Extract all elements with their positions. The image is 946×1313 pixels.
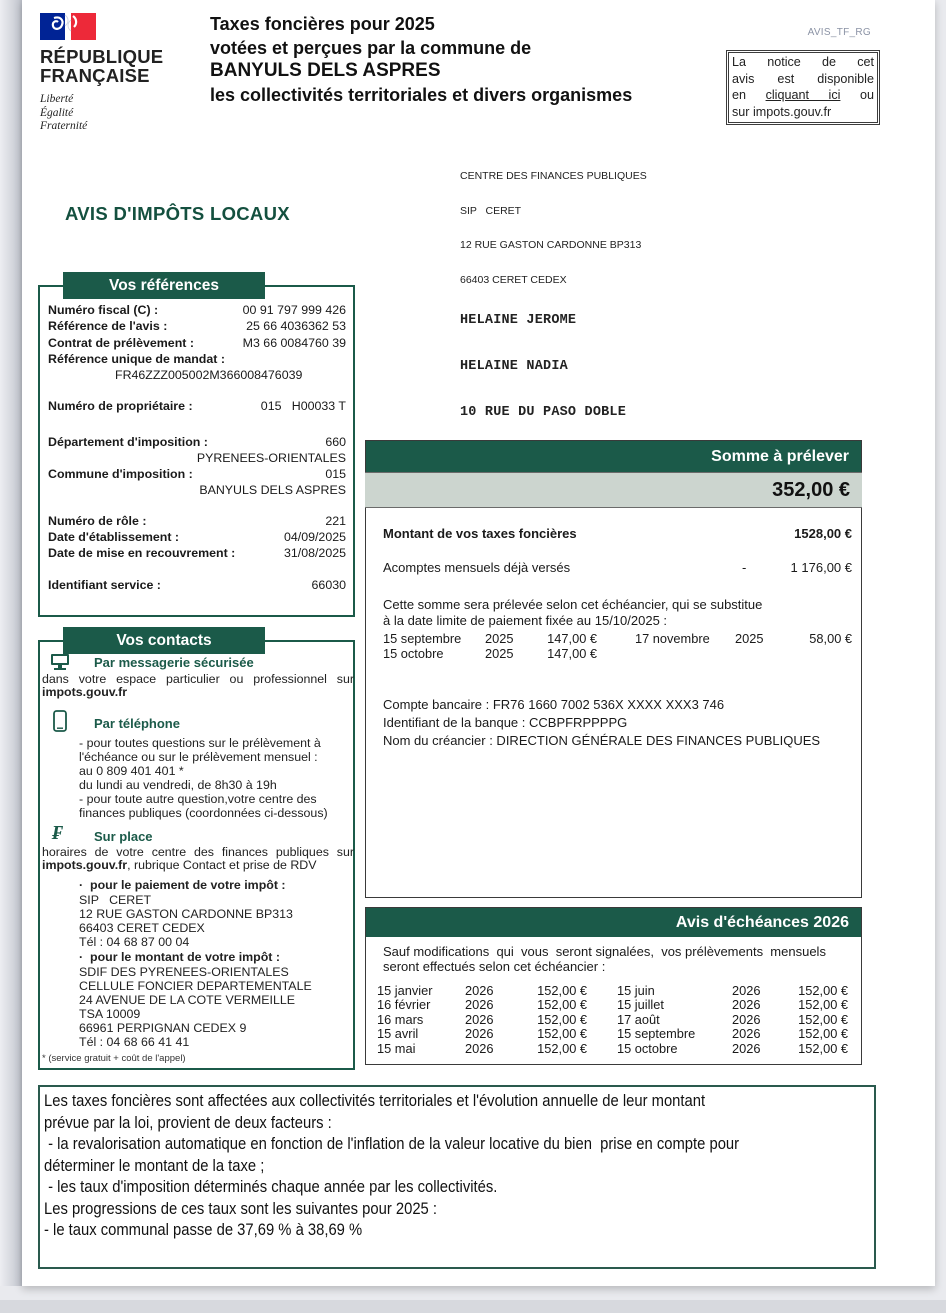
doc-title-commune: BANYULS DELS ASPRES <box>210 60 441 81</box>
ref-service <box>48 578 346 592</box>
somme-header: Somme à prélever <box>366 441 861 473</box>
echeance-date: 16 février <box>377 997 431 1012</box>
echeance-amount: 147,00 € <box>547 646 597 661</box>
echeance-date: 15 septembre <box>383 631 462 646</box>
ref-departement-name: PYRENEES-ORIENTALES <box>196 451 346 465</box>
paiement-line: 66403 CERET CEDEX <box>79 921 205 935</box>
echeancier-intro-line: Cette somme sera prélevée selon cet échéancier, qui se substitue <box>383 597 763 612</box>
echeances-2026-header: Avis d'échéances 2026 <box>366 908 861 937</box>
echeance-2026-row <box>617 1042 848 1057</box>
montant-impot-line: TSA 10009 <box>79 1007 141 1021</box>
echeance-year: 2025 <box>735 631 764 646</box>
echeance-2026-row <box>377 1027 587 1042</box>
ref-commune-name: BANYULS DELS ASPRES <box>199 483 346 497</box>
ref-etablissement <box>48 530 346 544</box>
telephone-line: - pour toute autre question,votre centre des <box>79 792 317 806</box>
doc-code: AVIS_TF_RG <box>807 27 871 38</box>
ref-mandat-value: FR46ZZZ005002M366008476039 <box>115 368 303 382</box>
echeance-date: 15 juin <box>617 983 655 998</box>
ref-proprietaire <box>48 399 346 413</box>
phone-icon <box>53 710 67 737</box>
notice-box <box>728 52 878 123</box>
ref-label: Contrat de prélèvement : <box>48 336 194 350</box>
page-title: AVIS D'IMPÔTS LOCAUX <box>65 203 290 224</box>
notice-line-4: sur impots.gouv.fr <box>732 104 832 119</box>
echeance-amount: 152,00 € <box>537 1026 587 1041</box>
echeance-2025-row <box>383 632 597 647</box>
ref-departement <box>48 435 346 449</box>
echeance-year: 2026 <box>732 1012 761 1027</box>
echeance-year: 2026 <box>465 997 494 1012</box>
echeance-date: 16 mars <box>377 1012 424 1027</box>
echeance-date: 15 avril <box>377 1026 419 1041</box>
document-page <box>22 0 935 1286</box>
echeance-amount: 152,00 € <box>798 1012 848 1027</box>
motto-egalite: Égalité <box>40 106 74 119</box>
footer-explanation-text <box>44 1090 879 1241</box>
doc-title-line-1: Taxes foncières pour 2025 <box>210 14 435 34</box>
ref-value: M3 66 0084760 39 <box>242 336 346 350</box>
telephone-line: finances publiques (coordonnées ci-dessous) <box>79 806 328 820</box>
echeances-2026-intro: seront effectués selon cet échéancier : <box>383 959 606 974</box>
addressee-line: HELAINE NADIA <box>460 359 568 375</box>
addressee-line: 10 RUE DU PASO DOBLE <box>460 404 627 420</box>
telephone-line: du lundi au vendredi, de 8h30 à 19h <box>79 778 277 792</box>
echeance-2026-row <box>617 1027 848 1042</box>
surplace-title: Sur place <box>94 829 153 844</box>
footer-line: - la revalorisation automatique en fonction de l'inflation de la valeur locative du bien prise en compte pour <box>44 1134 740 1153</box>
footer-line: Les taxes foncières sont affectées aux collectivités territoriales et l'évolution annuelle de leur montant <box>44 1091 706 1110</box>
paiement-line: 12 RUE GASTON CARDONNE BP313 <box>79 907 293 921</box>
office-address-line: 66403 CERET CEDEX <box>460 273 567 286</box>
logo-francaise: FRANÇAISE <box>40 65 150 86</box>
office-address-line: 12 RUE GASTON CARDONNE BP313 <box>460 239 642 251</box>
acomptes-label: Acomptes mensuels déjà versés <box>383 560 571 575</box>
echeance-year: 2025 <box>485 646 514 661</box>
echeance-amount: 152,00 € <box>798 983 848 998</box>
montant-impot-line: 66961 PERPIGNAN CEDEX 9 <box>79 1021 247 1035</box>
echeance-2026-row <box>377 998 587 1013</box>
echeance-year: 2026 <box>465 1041 494 1056</box>
ref-label: Référence de l'avis : <box>48 319 168 333</box>
echeance-date: 15 octobre <box>383 646 444 661</box>
notice-link[interactable]: cliquant ici <box>765 88 841 102</box>
telephone-line: - pour toutes questions sur le prélèvement à <box>79 736 321 750</box>
footer-line: - les taux d'imposition déterminés chaque année par les collectivités. <box>44 1177 498 1196</box>
motto-liberte: Liberté <box>40 93 74 105</box>
echeance-year: 2026 <box>732 983 761 998</box>
montant-taxes-label: Montant de vos taxes foncières <box>383 526 577 541</box>
echeance-year: 2026 <box>465 1026 494 1041</box>
montant-impot-line: SDIF DES PYRENEES-ORIENTALES <box>79 965 289 979</box>
echeance-year: 2026 <box>465 1012 494 1027</box>
ref-label: Date de mise en recouvrement : <box>48 546 236 560</box>
surplace-impots-link[interactable]: impots.gouv.fr <box>42 858 128 872</box>
echeance-year: 2025 <box>485 631 514 646</box>
telephone-line: au 0 809 401 401 * <box>79 764 184 778</box>
ref-value: 31/08/2025 <box>283 546 346 560</box>
somme-amount-band: 352,00 € <box>365 472 862 508</box>
paiement-line: Tél : 04 68 87 00 04 <box>79 935 190 949</box>
ref-value: 25 66 4036362 53 <box>246 319 346 333</box>
echeance-amount: 152,00 € <box>798 1041 848 1056</box>
montant-taxes-row <box>383 526 852 541</box>
acomptes-minus-sign: - <box>742 560 747 575</box>
ref-value: 221 <box>325 514 346 528</box>
telephone-line: l'échéance ou sur le prélèvement mensuel : <box>79 750 318 764</box>
montant-impot-line: 24 AVENUE DE LA COTE VERMEILLE <box>79 993 295 1007</box>
echeance-amount: 152,00 € <box>798 1026 848 1041</box>
motto-fraternite: Fraternité <box>40 120 88 132</box>
ref-label: Commune d'imposition : <box>48 467 193 481</box>
notice-line-2: avis est disponible <box>732 71 874 86</box>
ref-numero-fiscal <box>48 303 346 317</box>
ref-label: Département d'imposition : <box>48 435 208 449</box>
echeance-date: 15 octobre <box>617 1041 678 1056</box>
compte-bancaire-line: Compte bancaire : FR76 1660 7002 536X XXXX XXX3 746 <box>383 697 725 712</box>
echeance-date: 15 janvier <box>377 983 433 998</box>
somme-a-prelever-box <box>365 440 862 898</box>
surplace-line2-rest: , rubrique Contact et prise de RDV <box>127 858 317 872</box>
ref-reference-avis <box>48 319 346 333</box>
echeance-date: 15 septembre <box>617 1026 696 1041</box>
logo-republique: RÉPUBLIQUE <box>40 46 164 67</box>
ref-label: Numéro de propriétaire : <box>48 399 193 413</box>
echeance-amount: 58,00 € <box>809 631 852 646</box>
french-flag-icon <box>40 12 98 42</box>
ref-value: 660 <box>325 435 346 449</box>
ref-value: 66030 <box>311 578 346 592</box>
notice-line-3 <box>732 87 874 104</box>
echeance-amount: 152,00 € <box>537 983 587 998</box>
ref-value: 00 91 797 999 426 <box>242 303 346 317</box>
doc-title-line-2: votées et perçues par la commune de <box>210 38 532 58</box>
footer-line: Les progressions de ces taux sont les suivantes pour 2025 : <box>44 1198 437 1218</box>
echeance-year: 2026 <box>732 1041 761 1056</box>
ref-contrat <box>48 336 346 350</box>
ref-label: Numéro de rôle : <box>48 514 147 528</box>
contacts-header: Vos contacts <box>63 627 265 654</box>
identifiant-banque-line: Identifiant de la banque : CCBPFRPPPPG <box>383 715 628 730</box>
telephone-title: Par téléphone <box>94 716 180 731</box>
creancier-line: Nom du créancier : DIRECTION GÉNÉRALE DES FINANCES PUBLIQUES <box>383 733 821 748</box>
footer-line: prévue par la loi, provient de deux facteurs : <box>44 1112 332 1132</box>
montant-impot-line: Tél : 04 68 66 41 41 <box>79 1035 190 1049</box>
notice-line3-post: ou <box>840 88 874 102</box>
surplace-line-2 <box>42 859 317 873</box>
messagerie-title: Par messagerie sécurisée <box>94 655 254 670</box>
messagerie-impots-link[interactable]: impots.gouv.fr <box>42 685 128 699</box>
montant-impot-line: CELLULE FONCIER DEPARTEMENTALE <box>79 979 312 993</box>
echeance-2025-row <box>635 632 852 647</box>
paiement-title: · pour le paiement de votre impôt : <box>79 878 286 892</box>
ref-value: 015 <box>325 467 346 481</box>
service-footnote: * (service gratuit + coût de l'appel) <box>42 1053 186 1064</box>
echeance-date: 15 mai <box>377 1041 416 1056</box>
echeance-amount: 152,00 € <box>798 997 848 1012</box>
acomptes-value: 1 176,00 € <box>790 560 852 575</box>
ref-role <box>48 514 346 528</box>
footer-line: déterminer le montant de la taxe ; <box>44 1155 265 1175</box>
echeance-2025-row <box>383 647 597 662</box>
messagerie-line: dans votre espace particulier ou professionnel sur <box>42 672 354 686</box>
ref-commune <box>48 467 346 481</box>
republique-francaise-logo <box>40 12 163 134</box>
ref-mandat-label: Référence unique de mandat : <box>48 352 225 366</box>
echeance-year: 2026 <box>732 1026 761 1041</box>
ref-label: Date d'établissement : <box>48 530 180 544</box>
echeance-amount: 152,00 € <box>537 997 587 1012</box>
notice-line-1: La notice de cet <box>732 55 874 69</box>
ref-recouvrement <box>48 546 346 560</box>
echeance-date: 15 juillet <box>617 997 664 1012</box>
office-address-line: SIP CERET <box>460 204 522 217</box>
surplace-line: horaires de votre centre des finances publiques sur <box>42 845 354 859</box>
montant-taxes-value: 1528,00 € <box>794 526 852 541</box>
echeance-date: 17 novembre <box>635 631 710 646</box>
echeance-year: 2026 <box>732 997 761 1012</box>
office-address-line: CENTRE DES FINANCES PUBLIQUES <box>460 170 647 182</box>
echeancier-intro-line: à la date limite de paiement fixée au 15/10/2025 : <box>383 613 668 628</box>
echeance-amount: 152,00 € <box>537 1012 587 1027</box>
notice-line3-pre: en <box>732 88 766 102</box>
addressee-line: HELAINE JEROME <box>460 313 577 329</box>
ref-value: 04/09/2025 <box>283 530 346 544</box>
echeance-2026-row <box>617 998 848 1013</box>
echeance-year: 2026 <box>465 983 494 998</box>
references-header: Vos références <box>63 272 265 299</box>
ref-label: Numéro fiscal (C) : <box>48 303 159 317</box>
footer-line: - le taux communal passe de 37,69 % à 38,69 % <box>44 1220 363 1239</box>
paiement-line: SIP CERET <box>79 893 152 907</box>
echeance-amount: 152,00 € <box>537 1041 587 1056</box>
franc-sign-icon: ₣ <box>52 822 62 844</box>
ref-label: Identifiant service : <box>48 578 161 592</box>
acomptes-row <box>383 560 852 575</box>
echeance-date: 17 août <box>617 1012 660 1027</box>
echeance-2026-row <box>377 1042 587 1057</box>
echeances-2026-intro: Sauf modifications qui vous seront signalées, vos prélèvements mensuels <box>383 944 826 959</box>
echeance-amount: 147,00 € <box>547 631 597 646</box>
ref-value: 015 H00033 T <box>260 399 346 413</box>
montant-impot-title: · pour le montant de votre impôt : <box>79 950 281 964</box>
doc-title-line-4: les collectivités territoriales et divers organismes <box>210 85 633 105</box>
background-strip <box>0 1300 946 1313</box>
